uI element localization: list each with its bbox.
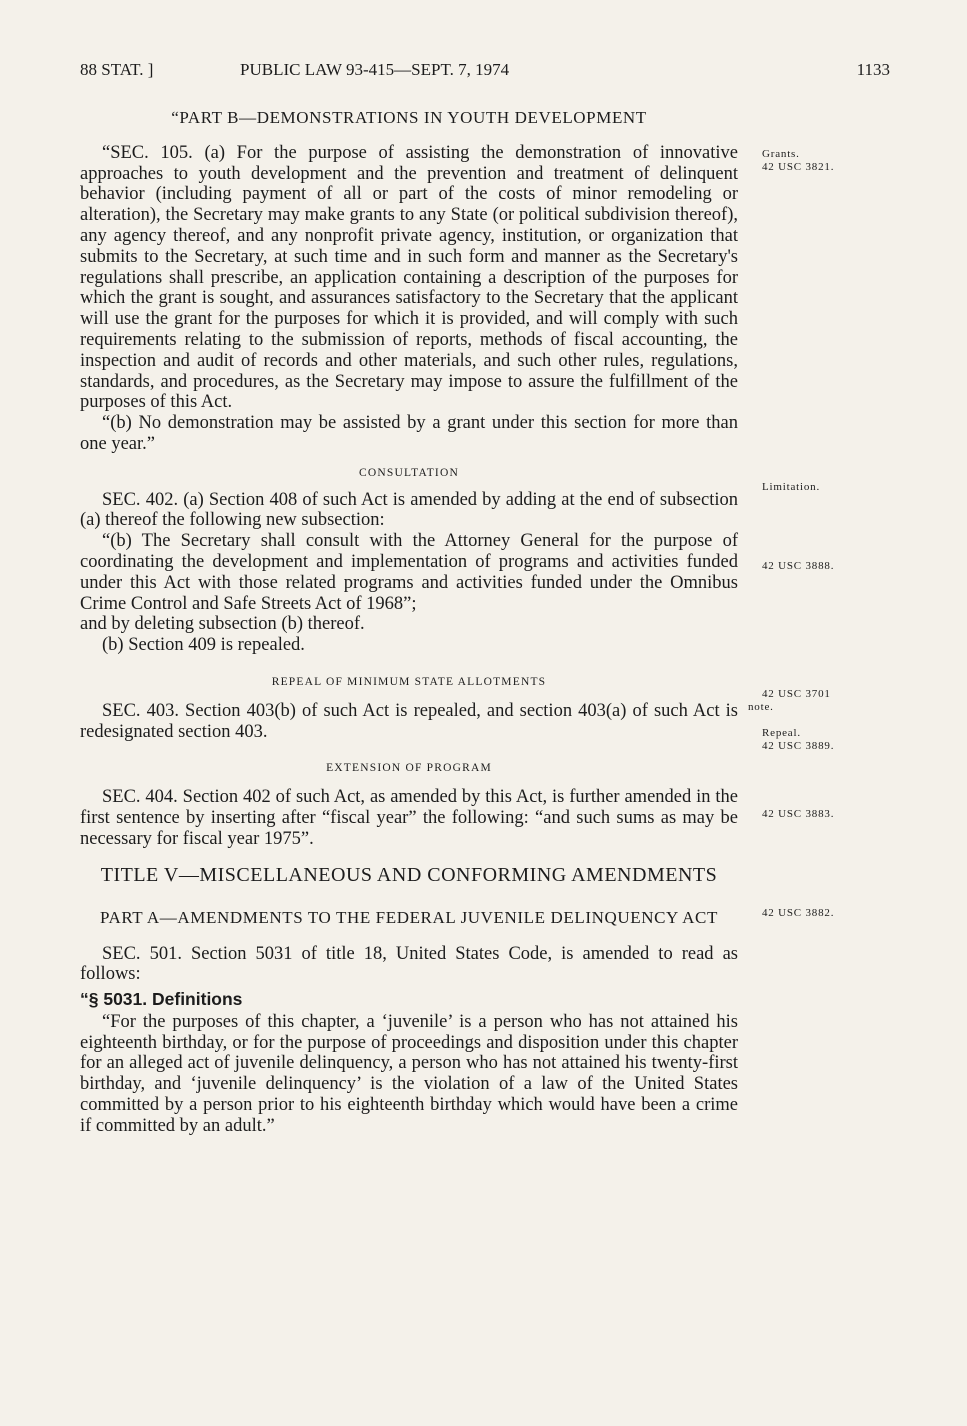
- extension-heading: EXTENSION OF PROGRAM: [326, 762, 492, 775]
- part-b-heading: “PART B—DEMONSTRATIONS IN YOUTH DEVELOPMENT: [171, 108, 647, 127]
- title-v-heading: TITLE V—MISCELLANEOUS AND CONFORMING AMENDMENTS: [100, 863, 718, 886]
- public-law-citation: PUBLIC LAW 93-415—SEPT. 7, 1974: [240, 60, 510, 79]
- note-note: note.: [748, 701, 774, 713]
- section-402-deletion: and by deleting subsection (b) thereof.: [80, 614, 365, 635]
- repeal-heading: REPEAL OF MINIMUM STATE ALLOTMENTS: [271, 675, 547, 688]
- section-403: SEC. 403. Section 403(b) of such Act is repealed, and section 403(a) of such Act is redesignated section 403.: [80, 700, 738, 742]
- section-105-b: “(b) No demonstration may be assisted by a grant under this section for more than one year.”: [80, 413, 738, 454]
- section-501: SEC. 501. Section 5031 of title 18, United States Code, is amended to read as follows:: [80, 943, 738, 985]
- page-number: 1133: [856, 60, 890, 79]
- margin-note-usc-3883: 42 USC 3883.: [762, 808, 835, 820]
- margin-note-usc-3701: [748, 688, 831, 714]
- margin-note-repeal: [762, 727, 834, 753]
- part-a-heading: PART A—AMENDMENTS TO THE FEDERAL JUVENILE DELINQUENCY ACT: [100, 907, 718, 927]
- section-404: SEC. 404. Section 402 of such Act, as amended by this Act, is further amended in the first sentence by inserting after “fiscal year” the following: “and such sums as may be necessary for fiscal year 1975”.: [80, 787, 738, 849]
- consultation-heading: CONSULTATION: [359, 466, 459, 479]
- note-usc-3701: 42 USC 3701: [762, 688, 831, 700]
- section-105-a: “SEC. 105. (a) For the purpose of assisting the demonstration of innovative approaches to youth development and the prevention and treatment of delinquent behavior (including payment of all or part of the costs of minor remodeling or alteration), the Secretary may make grants to any State (or political subdivision thereof), any agency thereof, and any nonprofit private agency, institution, or organization that submits to the Secretary, at such time and in such form and manner as the Secretary's regulations shall prescribe, an application containing a description of the purposes for which the grant is sought, and assurances satisfactory to the Secretary that the applicant will use the grant for the purposes for which it is provided, and will comply with such requirements relating to the submission of reports, methods of fiscal accounting, the inspection and audit of records and other materials, and such other rules, regulations, standards, and procedures, as the Secretary may impose to assure the fulfillment of the purposes of this Act.: [80, 142, 738, 413]
- margin-note-usc-3882: 42 USC 3882.: [762, 907, 835, 919]
- volume-reference: 88 STAT. ]: [80, 60, 154, 79]
- margin-note-grants: [762, 148, 834, 174]
- note-repeal: Repeal.: [762, 727, 801, 739]
- margin-note-limitation: Limitation.: [762, 481, 820, 493]
- section-5031-text: “For the purposes of this chapter, a ‘juvenile’ is a person who has not attained his eighteenth birthday, or for the purpose of proceedings and disposition under this chapter for an alleged act of juvenile delinquency, a person who has not attained his twenty-first birthday, and ‘juvenile delinquency’ is the violation of a law of the United States committed by a person prior to his eighteenth birthday which would have been a crime if committed by an adult.”: [80, 1011, 738, 1136]
- section-402-a: SEC. 402. (a) Section 408 of such Act is amended by adding at the end of subsection (a) thereof the following new subsection:: [80, 489, 738, 531]
- note-grants: Grants.: [762, 148, 800, 160]
- note-usc-3821: 42 USC 3821.: [762, 161, 835, 173]
- margin-note-usc-3888: 42 USC 3888.: [762, 560, 835, 572]
- main-text-column: [80, 108, 738, 1137]
- section-5031-heading: “§ 5031. Definitions: [80, 989, 243, 1010]
- section-402-b: (b) Section 409 is repealed.: [102, 635, 305, 656]
- note-usc-3889: 42 USC 3889.: [762, 740, 835, 752]
- section-402-quoted-subsection: “(b) The Secretary shall consult with the Attorney General for the purpose of coordinating the development and implementation of programs and activities funded under this Act with those related programs and activities funded under the Omnibus Crime Control and Safe Streets Act of 1968”;: [80, 531, 738, 614]
- page-header: [80, 60, 890, 86]
